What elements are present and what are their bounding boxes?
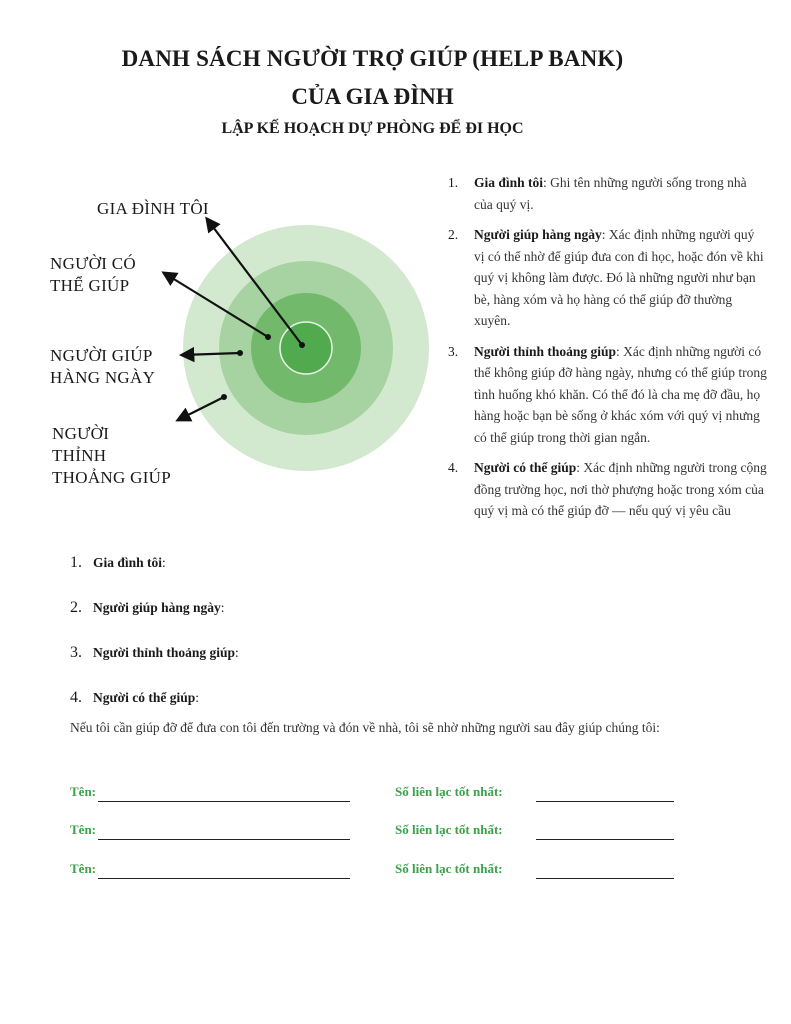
contact-row [70,861,730,885]
name-field[interactable] [98,878,350,879]
label-occasional-line3: THOẢNG GIÚP [52,468,171,487]
definition-number: 3. [448,343,459,359]
definition-number: 2. [448,227,459,242]
label-occasional-line2: THỈNH [52,446,107,465]
definition-term: Người thỉnh thoảng giúp [474,343,617,359]
definition-text: : Ghi tên những người sống trong nhà của quý vị. [474,175,747,212]
help-circles-diagram [40,185,440,505]
fill-in-number: 4. [70,688,82,706]
fill-in-label: Người giúp hàng ngày [93,599,221,615]
label-daily-line1: NGƯỜI GIÚP [50,346,153,365]
contact-label: Số liên lạc tốt nhất: [395,861,503,876]
label-can-help-line2: THỂ GIÚP [50,276,130,295]
definition-term: Gia đình tôi [474,175,544,190]
ring-family [280,322,332,374]
fill-in-row[interactable]: 4. Người có thể giúp : [70,688,199,706]
name-label: Tên: [70,822,96,837]
fill-in-row[interactable]: 1. Gia đình tôi : [70,553,166,571]
fill-in-list [70,540,370,720]
page-title-line2: CỦA GIA ĐÌNH [291,84,454,109]
contact-field[interactable] [536,839,674,840]
definition-text: : Xác định những người có thể không giúp đỡ hàng ngày, nhưng có thể giúp trong tình huống khó khăn. Có thể đó là cha mẹ đỡ đầu, họ hàng hoặc bạn bè sống ở khác xóm với quý vị nhưng có thể giúp trong thời gian ngắn. [474,343,767,445]
fill-in-label: Người có thể giúp [93,689,196,705]
definition-number: 1. [448,175,459,190]
label-daily [50,345,155,389]
fill-in-row[interactable]: 2. Người giúp hàng ngày : [70,598,225,616]
definition-item [448,341,768,449]
fill-in-label: Người thỉnh thoảng giúp [93,644,236,660]
name-field[interactable] [98,839,350,840]
definitions-list [448,172,768,531]
fill-in-number: 1. [70,553,82,571]
contact-row [70,822,730,846]
page-title: DANH SÁCH NGƯỜI TRỢ GIÚP (HELP BANK) [121,46,624,71]
contact-label: Số liên lạc tốt nhất: [395,784,503,799]
name-label: Tên: [70,861,96,876]
label-occasional [52,423,171,489]
definition-item [448,224,768,332]
contact-row [70,784,730,808]
fill-in-number: 3. [70,643,82,661]
page-subtitle: LẬP KẾ HOẠCH DỰ PHÒNG ĐỂ ĐI HỌC [221,120,524,137]
definition-term: Người có thể giúp [474,460,577,475]
contact-field[interactable] [536,801,674,802]
instruction-paragraph: Nếu tôi cần giúp đỡ để đưa con tôi đến trường và đón về nhà, tôi sẽ nhờ những người sau đây giúp chúng tôi: [70,720,660,735]
label-can-help [50,253,136,297]
definition-item [448,457,768,522]
fill-in-label: Gia đình tôi [93,554,163,570]
fill-in-number: 2. [70,598,82,616]
definition-number: 4. [448,460,459,475]
name-field[interactable] [98,801,350,802]
label-daily-line2: HÀNG NGÀY [50,368,156,387]
contact-label: Số liên lạc tốt nhất: [395,822,503,837]
label-family: GIA ĐÌNH TÔI [97,199,209,218]
label-can-help-line1: NGƯỜI CÓ [50,254,136,273]
definition-item [448,172,768,215]
name-label: Tên: [70,784,96,799]
contact-field[interactable] [536,878,674,879]
definition-term: Người giúp hàng ngày [474,227,602,242]
fill-in-row[interactable]: 3. Người thỉnh thoảng giúp : [70,643,239,661]
definition-text: : Xác định những người quý vị có thể nhờ để giúp đưa con đi học, hoặc đón về khi quý vị không làm được. Đó là những người như bạn bè, hàng xóm và họ hàng có thể giúp đỡ thường xuyên. [474,227,764,328]
definition-text: : Xác định những người trong cộng đồng trường học, nơi thờ phượng hoặc trong xóm của quý vị mà có thể giúp đỡ — nếu quý vị yêu cầu [474,460,767,518]
label-occasional-line1: NGƯỜI [52,424,110,443]
